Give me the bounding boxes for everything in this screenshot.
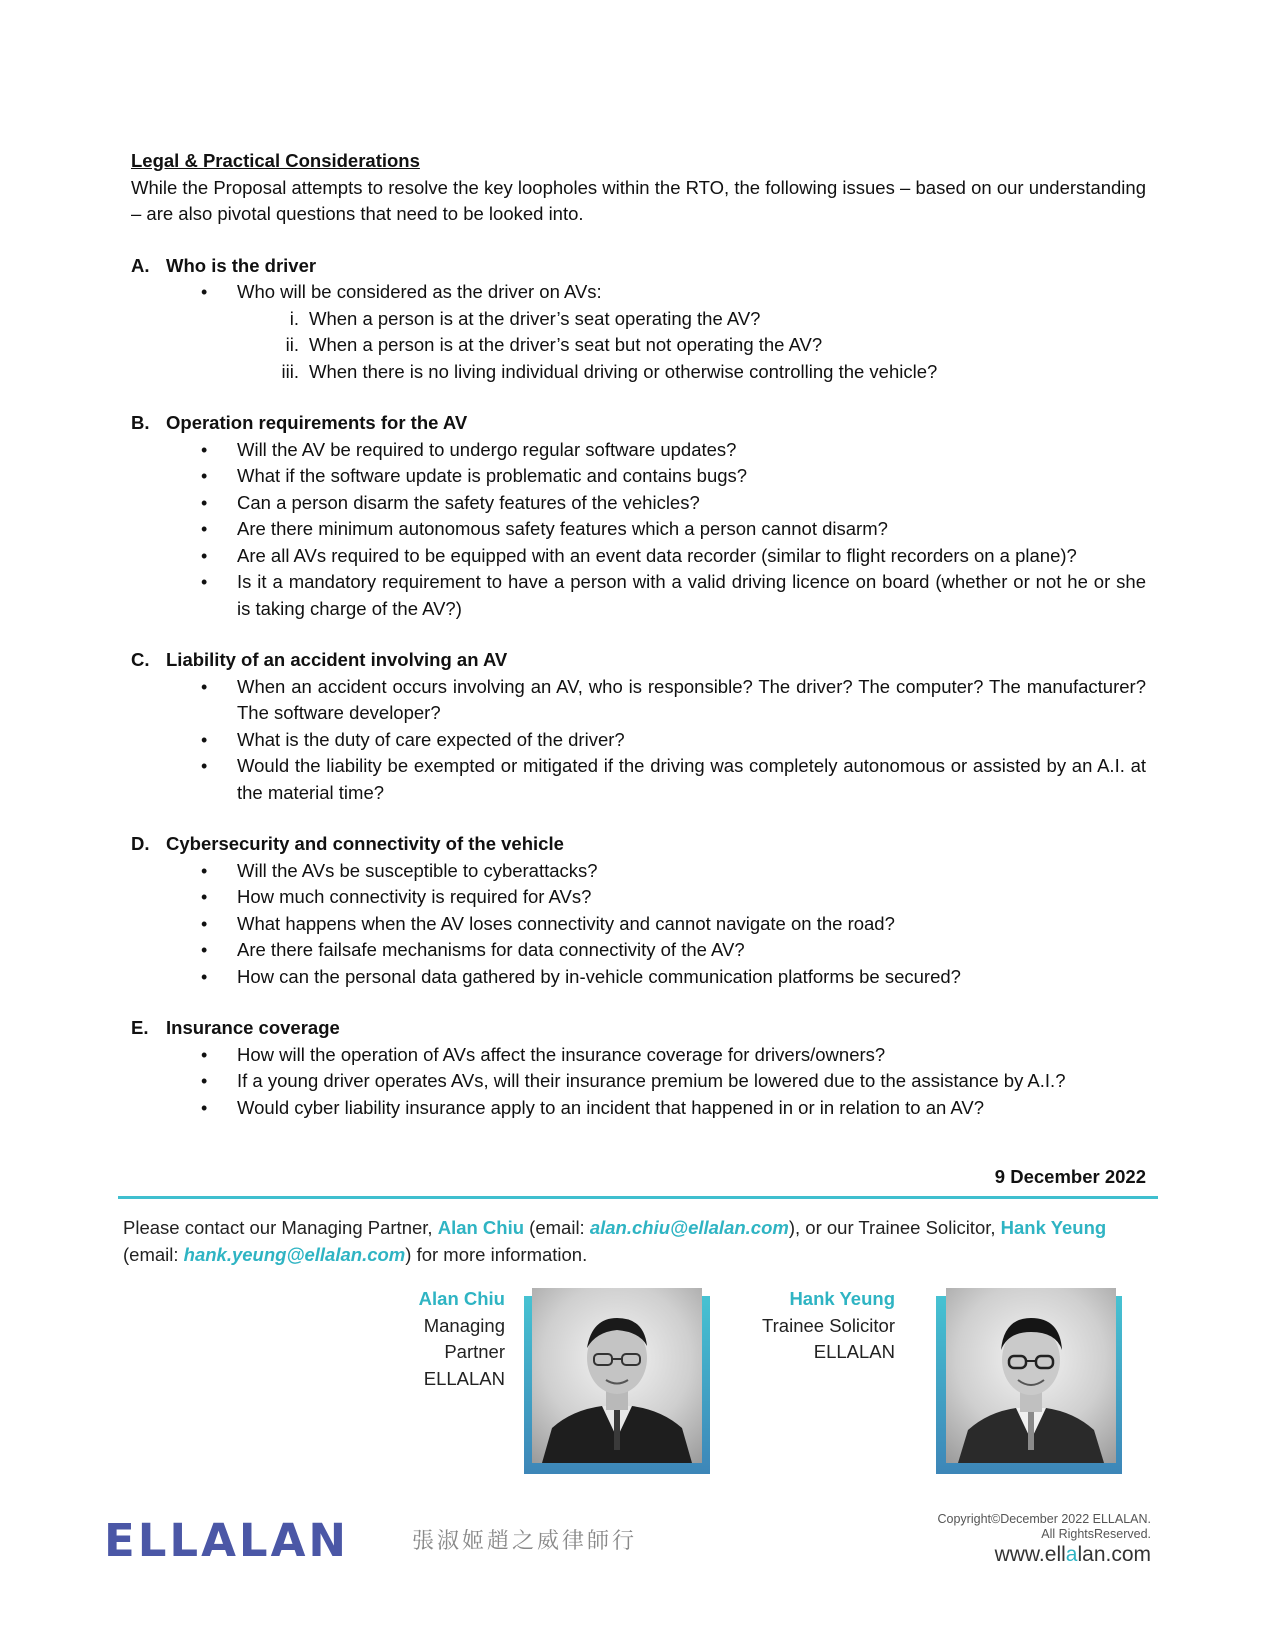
website-text: lan.com: [1077, 1543, 1151, 1566]
section-title-text: Who is the driver: [166, 254, 317, 276]
copyright-line: All RightsReserved.: [1041, 1527, 1151, 1541]
contact-text: (email:: [123, 1244, 184, 1265]
section-title: [131, 253, 1146, 280]
person-role: Managing: [423, 1314, 505, 1336]
section-title-text: Insurance coverage: [166, 1017, 340, 1038]
section-title-text: Cybersecurity and connectivity of the vehicle: [166, 833, 564, 854]
section-e: [131, 1015, 1146, 1121]
section-letter: A.: [131, 254, 150, 276]
section-b: [131, 410, 1146, 622]
website-link[interactable]: [995, 1543, 1151, 1567]
email-link-hank[interactable]: hank.yeung@ellalan.com: [183, 1244, 406, 1265]
person-card-hank: [762, 1286, 895, 1366]
portrait-photo-hank: [946, 1288, 1116, 1463]
contact-text: ) for more information.: [405, 1244, 588, 1265]
article-body: [131, 148, 1146, 1121]
contact-paragraph: [123, 1214, 1163, 1268]
divider: [118, 1196, 1158, 1199]
list-item: • How much connectivity is required for AVs?: [131, 884, 1146, 911]
copyright-line: Copyright©December 2022 ELLALAN.: [937, 1512, 1151, 1526]
bullet-list: [131, 279, 1146, 306]
bullet-list: [131, 858, 1146, 991]
list-item: • Would cyber liability insurance apply to an incident that happened in or in relation to an AV?: [131, 1095, 1146, 1122]
section-title-text: Operation requirements for the AV: [166, 412, 468, 433]
sub-list-number: i.: [289, 307, 299, 329]
bullet-list: [131, 1042, 1146, 1122]
section-letter: C.: [131, 649, 150, 670]
ellalan-logo: [104, 1510, 349, 1570]
publication-date: 9 December 2022: [994, 1166, 1146, 1187]
list-item: • Are there failsafe mechanisms for data connectivity of the AV?: [131, 937, 1146, 964]
intro-paragraph: While the Proposal attempts to resolve the key loopholes within the RTO, the following issues – based on our understanding – are also pivotal questions that need to be looked into.: [131, 176, 1146, 224]
portrait-photo-alan: [532, 1288, 702, 1463]
person-role: Partner: [444, 1341, 505, 1362]
list-item: • Is it a mandatory requirement to have a person with a valid driving licence on board (whether or not he or she is taking charge of the AV?): [131, 569, 1146, 622]
list-item: • Will the AVs be susceptible to cyberattacks?: [131, 858, 1146, 885]
list-item: • What is the duty of care expected of the driver?: [131, 727, 1146, 754]
person-company: ELLALAN: [423, 1367, 505, 1389]
list-item: • Who will be considered as the driver on AVs:: [131, 279, 1146, 306]
portrait-icon: [946, 1288, 1116, 1463]
section-letter: E.: [131, 1017, 149, 1038]
sub-list-item: [131, 332, 1146, 359]
sub-list-item: [131, 359, 1146, 386]
section-heading: Legal & Practical Considerations: [131, 150, 420, 171]
section-title: [131, 647, 1146, 674]
website-text: www.ell: [994, 1543, 1066, 1566]
copyright-notice: [938, 1512, 1152, 1542]
list-item: • How will the operation of AVs affect the insurance coverage for drivers/owners?: [131, 1042, 1146, 1069]
sub-list-text: When a person is at the driver’s seat operating the AV?: [309, 307, 761, 329]
section-d: [131, 831, 1146, 990]
section-letter: B.: [131, 412, 150, 433]
logo-text: ELLALAN: [104, 1513, 350, 1567]
sub-list-number: iii.: [281, 360, 299, 382]
section-title: [131, 410, 1146, 437]
contact-name-alan: Alan Chiu: [437, 1217, 525, 1238]
contact-text: Please contact our Managing Partner,: [123, 1217, 438, 1238]
person-card-alan: [419, 1286, 505, 1392]
person-company: ELLALAN: [813, 1341, 895, 1362]
sub-list-text: When there is no living individual driving or otherwise controlling the vehicle?: [309, 360, 938, 382]
person-name: Hank Yeung: [789, 1288, 895, 1309]
list-item: • Can a person disarm the safety features of the vehicles?: [131, 490, 1146, 517]
sub-list-number: ii.: [285, 334, 299, 355]
section-title: [131, 1015, 1146, 1042]
section-title-text: Liability of an accident involving an AV: [166, 649, 508, 670]
sub-list-item: [131, 306, 1146, 333]
person-name: Alan Chiu: [418, 1288, 505, 1309]
list-item: • Will the AV be required to undergo regular software updates?: [131, 437, 1146, 464]
list-item: • What happens when the AV loses connectivity and cannot navigate on the road?: [131, 911, 1146, 938]
section-a: [131, 253, 1146, 386]
contact-text: (email:: [524, 1217, 590, 1238]
contact-name-hank: Hank Yeung: [1000, 1217, 1107, 1238]
list-item: • If a young driver operates AVs, will their insurance premium be lowered due to the assistance by A.I.?: [131, 1068, 1146, 1095]
contact-text: ), or our Trainee Solicitor,: [788, 1217, 1001, 1238]
portrait-icon: [532, 1288, 702, 1463]
website-text-accent: a: [1065, 1543, 1078, 1566]
section-letter: D.: [131, 833, 150, 854]
email-link-alan[interactable]: alan.chiu@ellalan.com: [589, 1217, 789, 1238]
section-c: [131, 647, 1146, 806]
bullet-list: [131, 674, 1146, 807]
list-item: • How can the personal data gathered by in-vehicle communication platforms be secured?: [131, 964, 1146, 991]
firm-name-chinese: 張淑姬趙之威律師行: [412, 1529, 638, 1554]
sub-list-text: When a person is at the driver’s seat but not operating the AV?: [309, 334, 823, 355]
list-item: • Are all AVs required to be equipped with an event data recorder (similar to flight recorders on a plane)?: [131, 543, 1146, 570]
list-item: • When an accident occurs involving an AV, who is responsible? The driver? The computer? The manufacturer? The software developer?: [131, 674, 1146, 727]
list-item: • Are there minimum autonomous safety features which a person cannot disarm?: [131, 516, 1146, 543]
person-role: Trainee Solicitor: [762, 1314, 895, 1336]
bullet-list: [131, 437, 1146, 623]
list-item: • Would the liability be exempted or mitigated if the driving was completely autonomous or assisted by an A.I. at the material time?: [131, 753, 1146, 806]
list-item: • What if the software update is problematic and contains bugs?: [131, 463, 1146, 490]
section-title: [131, 831, 1146, 858]
sub-list: [131, 306, 1146, 386]
